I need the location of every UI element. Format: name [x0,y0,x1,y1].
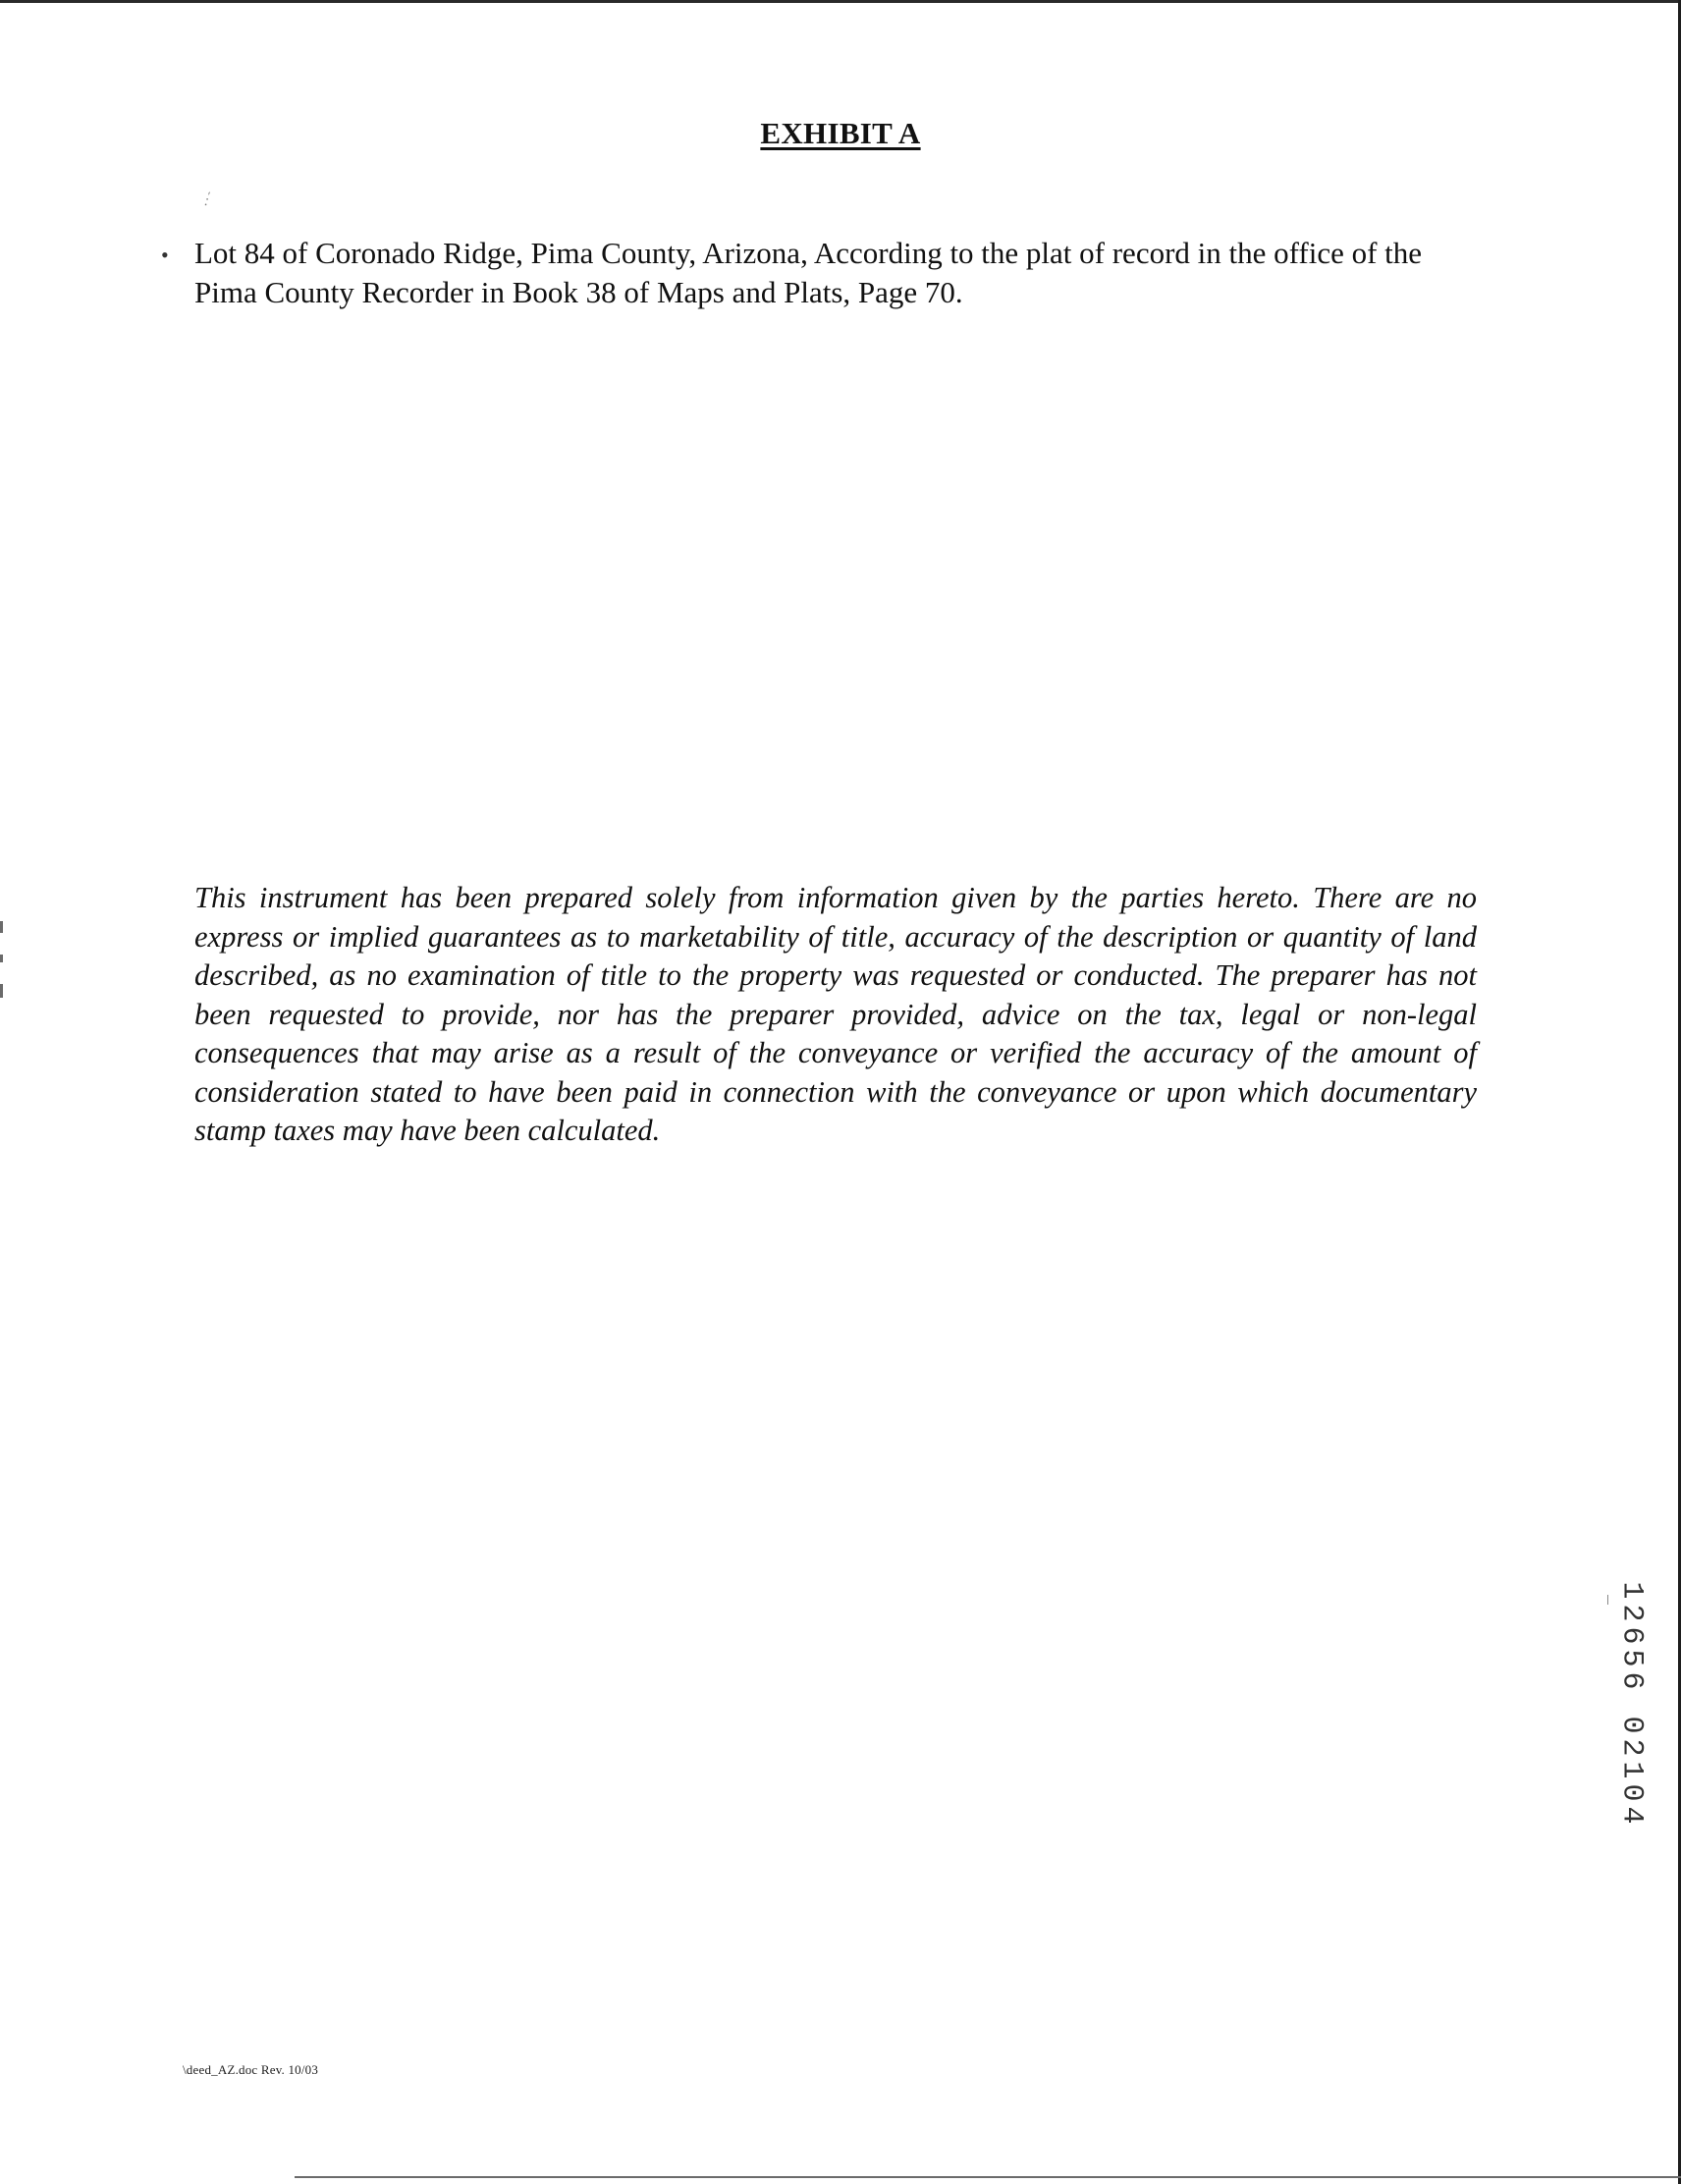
stamp-digit: 1 [1614,1581,1649,1600]
scan-speck: .·´ [198,190,218,210]
stamp-digit: 0 [1614,1783,1649,1802]
exhibit-title: EXHIBIT A [760,116,921,150]
recording-stamp-number [1615,1579,1647,1827]
scan-edge-bottom [295,2176,1681,2178]
scan-edge-left-mark [0,984,3,998]
stamp-digit: 1 [1614,1761,1649,1779]
scan-edge-left-mark [0,921,3,933]
stamp-digit: 2 [1614,1604,1649,1622]
stamp-digit: 2 [1614,1738,1649,1757]
document-footer-note: \deed_AZ.doc Rev. 10/03 [183,2062,319,2077]
stamp-digit: 6 [1614,1671,1649,1690]
margin-tick [1607,1595,1608,1605]
legal-description: Lot 84 of Coronado Ridge, Pima County, Arizona, According to the plat of record in the office of the Pima County Recorder in Book 38 of Maps and Plats, Page 70. [194,236,1423,309]
bullet-marker: • [161,243,169,267]
scan-edge-top [0,0,1681,3]
stamp-digit: 0 [1614,1716,1649,1734]
scan-edge-left-mark [0,955,3,962]
stamp-digit: 6 [1614,1626,1649,1645]
stamp-digit: 4 [1614,1806,1649,1825]
preparer-disclaimer: This instrument has been prepared solely from information given by the parties hereto. There are no express or implied guarantees as to marketability of title, accuracy of the description or quantity of land described, as no examination of title to the property was requested or conducted. The preparer has not been requested to provide, nor has the preparer provided, advice on the tax, legal or non-legal consequences that may arise as a result of the conveyance or verified the accuracy of the amount of consideration stated to have been paid in connection with the conveyance or upon which documentary stamp taxes may have been calculated. [194,881,1477,1147]
stamp-digit: 5 [1614,1649,1649,1667]
